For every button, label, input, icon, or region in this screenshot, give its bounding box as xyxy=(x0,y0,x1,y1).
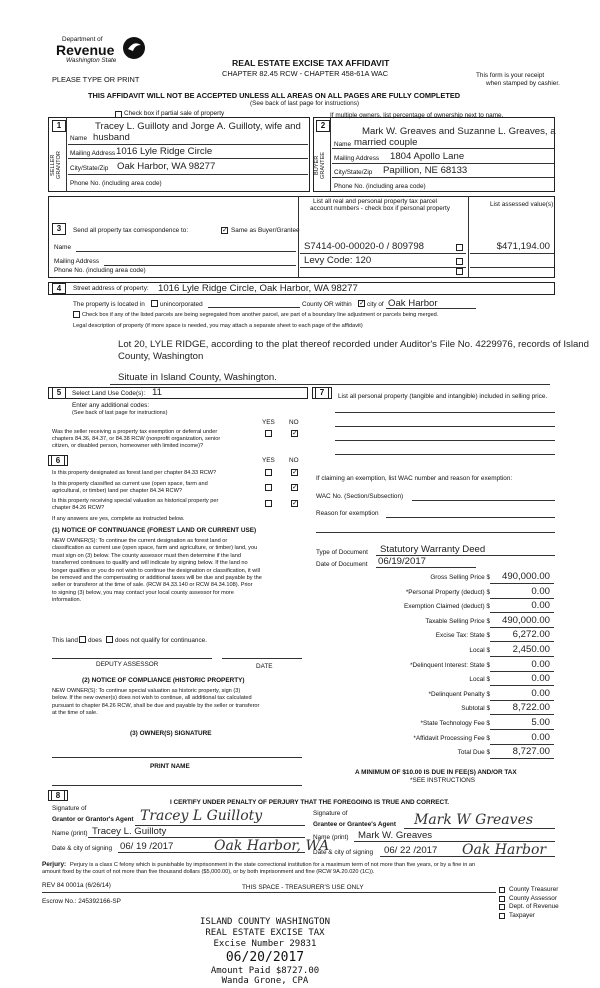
s5-q1-line2: chapters 84.36, 84.37, or 84.38 RCW (nonprofit organization, senior xyxy=(52,436,221,442)
s3-name-label: Name xyxy=(54,244,72,251)
dor-logo-icon xyxy=(122,36,146,60)
tax-row-value[interactable]: 490,000.00 xyxy=(501,571,550,582)
send-correspondence-label: Send all property tax correspondence to: xyxy=(73,227,189,234)
doc-type[interactable]: Statutory Warranty Deed xyxy=(380,544,486,555)
notice2-title: (2) NOTICE OF COMPLIANCE (HISTORIC PROPERTY) xyxy=(82,677,245,684)
section-3-number: 3 xyxy=(52,223,66,235)
s5-no: NO xyxy=(289,419,299,426)
s6-q1-yes-checkbox[interactable] xyxy=(265,469,272,476)
stamp-line: 06/20/2017 xyxy=(225,950,305,965)
notice1-line: to signing (3) below, you may contact your local county assessor for more xyxy=(52,589,234,596)
tax-row-value[interactable]: 0.00 xyxy=(531,673,550,685)
section-8-number: 8 xyxy=(51,790,65,801)
grantor-date-city-label: Date & city of signing xyxy=(52,845,113,852)
grantee-signature[interactable]: Mark W Greaves xyxy=(414,812,534,828)
located-label: The property is located in xyxy=(73,301,145,308)
s6-q2-no-checkbox[interactable]: ✓ xyxy=(292,484,298,491)
notice1-line: be removed and the compensating or additional taxes will be due and payable by the xyxy=(52,575,262,581)
distribution-checkbox[interactable] xyxy=(499,904,505,910)
street-address[interactable]: 1016 Lyle Ridge Circle, Oak Harbor, WA 98277 xyxy=(158,283,358,294)
notice1-line: seller or transferor at the time of sale. (RCW 84.33.140 or RCW 84.34.108). Prior xyxy=(52,582,253,589)
tax-row-value[interactable]: 0.00 xyxy=(531,600,550,612)
seller-phone-label: Phone No. (including area code) xyxy=(70,180,162,187)
parcel-header: List all real and personal property tax parcel xyxy=(313,198,437,205)
tax-row-value[interactable]: 8,727.00 xyxy=(512,746,550,758)
s5-q1-line1: Was the seller receiving a property tax exemption or deferral under xyxy=(52,429,218,435)
assessed-value[interactable]: $471,194.00 xyxy=(496,241,550,252)
buyer-name-line1[interactable]: Mark W. Greaves and Suzanne L. Greaves, a xyxy=(362,126,556,137)
s6-q1-no-checkbox[interactable]: ✓ xyxy=(292,469,298,476)
grantor-sig-of: Signature of xyxy=(52,805,87,812)
seller-side-label: SELLER GRANTOR xyxy=(50,151,62,179)
s6-yes: YES xyxy=(262,457,275,464)
seller-name-line1[interactable]: Tracey L. Guilloty and Jorge A. Guilloty, wife and xyxy=(95,121,301,132)
doc-type-label: Type of Document xyxy=(316,549,368,556)
legal-label: Legal description of property (if more space is needed, you may attach a separate sheet to each page of the affidavit) xyxy=(73,323,363,329)
grantor-city[interactable]: Oak Harbor, WA xyxy=(214,838,330,854)
grantee-name-print-label: Name (print) xyxy=(313,834,349,841)
tax-row-underline xyxy=(490,583,554,584)
grantee-sig-of: Signature of xyxy=(313,810,348,817)
doc-date[interactable]: 06/19/2017 xyxy=(378,556,427,567)
logo-state: Washington State xyxy=(66,57,117,64)
seller-mailing-label: Mailing Address xyxy=(70,150,116,157)
distribution-label: Dept. of Revenue xyxy=(509,903,559,911)
tax-row-label: Subtotal $ xyxy=(461,705,490,713)
notice2-line: pursuant to chapter 84.26 RCW, shall be due and payable by the seller or transferor xyxy=(52,702,260,709)
unincorporated-label: unincorporated xyxy=(160,301,203,308)
form-chapter: CHAPTER 82.45 RCW - CHAPTER 458-61A WAC xyxy=(222,69,389,78)
tax-row-underline xyxy=(490,758,554,759)
land-does-label: This land xyxy=(52,637,78,644)
parcel-personal-checkbox-1[interactable] xyxy=(456,244,463,251)
receipt-note: This form is your receipt xyxy=(476,72,545,79)
grantor-name[interactable]: Tracey L. Guilloty xyxy=(92,826,167,837)
tax-row-value[interactable]: 8,722.00 xyxy=(512,702,550,714)
perjury-line2: amount fixed by the court of not more than five thousand dollars ($5,000.00), or by both imprisonment and fine (RCW 9A.20.020 (1C)). xyxy=(42,869,375,875)
tax-row-label: *Personal Property (deduct) $ xyxy=(405,588,490,596)
distribution-label: County Assessor xyxy=(509,894,557,902)
dor-logo xyxy=(56,36,160,72)
treasurer-use: THIS SPACE - TREASURER'S USE ONLY xyxy=(242,884,364,891)
seller-mailing[interactable]: 1016 Lyle Ridge Circle xyxy=(116,146,213,157)
section-5-number: 5 xyxy=(52,387,66,399)
notice1-line: must sign on (3) below. The county assessor must then determine if the land xyxy=(52,552,241,559)
parcel-header-2: account numbers - check box if personal property xyxy=(310,205,450,212)
s3-phone-label: Phone No. (including area code) xyxy=(54,267,146,274)
notice1-line: NEW OWNER(S): To continue the current designation as forest land or xyxy=(52,538,228,544)
city-of-label: city of xyxy=(367,301,384,308)
partial-sale-label: Check box if partial sale of property xyxy=(124,110,225,117)
buyer-city[interactable]: Papillion, NE 68133 xyxy=(383,165,468,176)
seller-city-label: City/State/Zip xyxy=(70,165,109,172)
same-as-buyer-checkbox[interactable]: ✓ xyxy=(222,227,228,234)
tax-row-value[interactable]: 6,272.00 xyxy=(512,629,550,641)
distribution-label: County Treasurer xyxy=(509,886,559,893)
minimum-due-note: A MINIMUM OF $10.00 IS DUE IN FEE(S) AND/OR TAX xyxy=(355,769,517,776)
buyer-mailing-label: Mailing Address xyxy=(334,155,380,162)
s6-no: NO xyxy=(289,457,299,464)
date-label: DATE xyxy=(256,663,273,670)
stamp-line: Amount Paid $8727.00 xyxy=(210,966,320,976)
land-use-label: Select Land Use Code(s): xyxy=(72,390,146,397)
distribution-label: Taxpayer xyxy=(509,911,535,919)
tax-row-label: Gross Selling Price $ xyxy=(430,574,490,581)
s6-q3-yes-checkbox[interactable] xyxy=(265,500,272,507)
buyer-name-line2[interactable]: married couple xyxy=(354,137,418,148)
tax-row-underline xyxy=(490,714,554,715)
seller-city[interactable]: Oak Harbor, WA 98277 xyxy=(117,161,216,172)
additional-codes-label: Enter any additional codes: xyxy=(72,402,150,409)
tax-row-value[interactable]: 0.00 xyxy=(531,585,550,597)
print-name-label: PRINT NAME xyxy=(150,763,190,770)
s6-q2-line2: agricultural, or timber) land per chapter 84.34 RCW? xyxy=(52,488,182,494)
parcel-personal-checkbox-3[interactable] xyxy=(456,268,463,275)
stamp-line: Excise Number 29831 xyxy=(213,939,317,949)
escrow-number: Escrow No.: 245392166-SP xyxy=(42,898,121,905)
stamp-line: Wanda Grone, CPA xyxy=(221,976,309,986)
land-use-code[interactable]: 11 xyxy=(152,387,162,398)
s6-q3-line1: Is this property receiving special valuation as historical property per xyxy=(52,498,219,504)
legal-line-3[interactable]: Situate in Island County, Washington. xyxy=(118,372,277,383)
legal-line-2[interactable]: County, Washington xyxy=(118,351,204,362)
stamp-line: REAL ESTATE EXCISE TAX xyxy=(205,928,325,938)
tax-row-underline xyxy=(490,598,554,599)
seller-name-label: Name xyxy=(70,135,88,142)
tax-row-value[interactable]: 0.00 xyxy=(531,658,550,670)
tax-row-value[interactable]: 5.00 xyxy=(531,717,550,728)
answers-note: If any answers are yes, complete as instructed below. xyxy=(52,516,185,522)
notice2-line: below. If the new owner(s) does not wish to continue, all additional tax calculated xyxy=(52,695,252,702)
grantee-date-city-label: Date & city of signing xyxy=(313,849,374,856)
wac-label: WAC No. (Section/Subsection) xyxy=(316,493,404,500)
see-back-note: (See back of last page for instructions) xyxy=(250,100,360,107)
notice1-line: transferred continues to qualify and will indicate by signing below. If the land no xyxy=(52,560,248,567)
parcel-personal-checkbox-2[interactable] xyxy=(456,258,463,265)
section-2-number: 2 xyxy=(316,120,330,132)
logo-revenue: Revenue xyxy=(56,42,115,58)
street-label: Street address of property: xyxy=(73,285,149,292)
does-not-checkbox[interactable] xyxy=(106,636,113,643)
legal-line-1[interactable]: Lot 20, LYLE RIDGE, according to the plat thereof recorded under Auditor's File No. 4229976, records of Island xyxy=(118,339,589,350)
unincorporated-checkbox[interactable] xyxy=(151,300,158,307)
s5-yes: YES xyxy=(262,419,275,426)
tax-row-label: Local $ xyxy=(469,647,490,654)
notice2-line: NEW OWNER(S): To continue special valuation as historic property, sign (3) xyxy=(52,688,241,694)
notice1-line: classification as current use (open space, farm and agriculture, or timber) land, you xyxy=(52,545,258,552)
segregated-checkbox[interactable] xyxy=(73,311,80,318)
tax-row-underline xyxy=(490,744,554,745)
grantee-agent-label: Grantee or Grantee's Agent xyxy=(313,821,396,828)
certify-statement: I CERTIFY UNDER PENALTY OF PERJURY THAT THE FOREGOING IS TRUE AND CORRECT. xyxy=(170,799,450,806)
city-of-checkbox[interactable]: ✓ xyxy=(359,300,365,307)
same-as-buyer-label: Same as Buyer/Grantee xyxy=(231,227,300,234)
tax-row-underline xyxy=(490,700,554,701)
tax-row-label: *State Technology Fee $ xyxy=(420,720,490,727)
reason-label: Reason for exemption xyxy=(316,510,379,517)
tax-row-underline xyxy=(490,627,554,628)
doc-date-label: Date of Document xyxy=(316,561,368,568)
s6-q2-line1: Is this property classified as current use (open space, farm and xyxy=(52,481,208,487)
county-or-label: County OR within xyxy=(302,301,352,308)
personal-property-label: List all personal property (tangible and intangible) included in selling price. xyxy=(338,393,548,400)
assessed-header: List assessed value(s) xyxy=(490,201,554,208)
seller-name-line2[interactable]: husband xyxy=(93,132,130,143)
grantor-date[interactable]: 06/ 19 /2017 xyxy=(120,841,174,852)
buyer-city-label: City/State/Zip xyxy=(334,169,373,176)
tax-row-label: Taxable Selling Price $ xyxy=(425,617,490,625)
owner-signature-label: (3) OWNER(S) SIGNATURE xyxy=(130,730,212,737)
grantor-signature[interactable]: Tracey L Guilloty xyxy=(140,808,263,824)
perjury-label: Perjury: xyxy=(42,861,67,868)
tax-row-label: *Delinquent Interest: State $ xyxy=(410,661,490,669)
tax-row-label: Local $ xyxy=(469,676,490,684)
distribution-checkbox[interactable] xyxy=(499,913,505,919)
tax-row-underline xyxy=(490,729,554,730)
tax-row-underline xyxy=(490,685,554,686)
tax-row-value[interactable]: 490,000.00 xyxy=(501,614,550,626)
warning-banner: THIS AFFIDAVIT WILL NOT BE ACCEPTED UNLESS ALL AREAS ON ALL PAGES ARE FULLY COMPLETED xyxy=(88,91,461,100)
levy-code[interactable]: Levy Code: 120 xyxy=(304,255,372,266)
buyer-name-label: Name xyxy=(334,141,352,148)
tax-row-label: Excise Tax: State $ xyxy=(435,632,490,640)
distribution-checkbox[interactable] xyxy=(499,896,505,902)
multiple-owners-note: If multiple owners, list percentage of ownership next to name. xyxy=(330,112,504,119)
receipt-note-2: when stamped by cashier. xyxy=(486,80,560,87)
section-6-number: 6 xyxy=(51,455,65,466)
tax-row-label: *Affidavit Processing Fee $ xyxy=(413,734,490,742)
buyer-mailing[interactable]: 1804 Apollo Lane xyxy=(390,151,465,162)
does-not-label: does not qualify for continuance. xyxy=(115,637,208,644)
does-checkbox[interactable] xyxy=(79,636,86,643)
does-label: does xyxy=(88,637,102,644)
tax-row-underline xyxy=(490,656,554,657)
segregated-label: Check box if any of the listed parcels are being segregated from another parcel, are part of a boundary line adjustment or parcels being merged. xyxy=(82,312,439,318)
section-7-number: 7 xyxy=(315,387,329,399)
logo-dept-line: Department of xyxy=(62,36,103,43)
buyer-phone-label: Phone No. (including area code) xyxy=(334,183,426,190)
tax-row-value[interactable]: 2,450.00 xyxy=(512,644,550,655)
tax-row-label: Total Due $ xyxy=(457,749,490,757)
s5-see-back: (See back of last page for instructions) xyxy=(72,410,168,416)
distribution-checkbox[interactable] xyxy=(499,887,505,893)
section-4-number: 4 xyxy=(52,283,66,294)
parcel-number[interactable]: S7414-00-00020-0 / 809798 xyxy=(304,241,425,252)
notice1-title: (1) NOTICE OF CONTINUANCE (FOREST LAND OR CURRENT USE) xyxy=(52,527,257,534)
grantor-name-print-label: Name (print) xyxy=(52,830,88,837)
tax-row-underline xyxy=(490,612,554,613)
grantee-city[interactable]: Oak Harbor xyxy=(462,842,547,858)
s3-mailing-label: Mailing Address xyxy=(54,258,100,265)
s6-q3-line2: chapter 84.26 RCW? xyxy=(52,505,105,511)
notice2-line: at the time of sale. xyxy=(52,710,98,717)
s5-q1-no-checkbox[interactable]: ✓ xyxy=(292,430,298,437)
s5-q1-yes-checkbox[interactable] xyxy=(265,430,272,437)
s6-q2-yes-checkbox[interactable] xyxy=(265,484,272,491)
s5-q1-line3: citizen, or disabled person, homeowner with limited income)? xyxy=(52,443,204,449)
grantee-name[interactable]: Mark W. Greaves xyxy=(358,830,433,841)
please-type: PLEASE TYPE OR PRINT xyxy=(52,75,140,84)
perjury-line1: Perjury is a class C felony which is punishable by imprisonment in the state correctional institution for a maximum term of not more than five years, or by a fine in an xyxy=(70,862,476,868)
exemption-label: If claiming an exemption, list WAC number and reason for exemption: xyxy=(316,475,513,482)
tax-row-label: Exemption Claimed (deduct) $ xyxy=(404,603,490,611)
tax-row-underline xyxy=(490,641,554,642)
notice1-line: information. xyxy=(52,597,82,604)
tax-row-value[interactable]: 0.00 xyxy=(531,687,550,699)
buyer-side-label: BUYER GRANTEE xyxy=(314,151,326,179)
grantee-date[interactable]: 06/ 22 /2017 xyxy=(384,845,438,856)
tax-row-underline xyxy=(490,671,554,672)
form-title: REAL ESTATE EXCISE TAX AFFIDAVIT xyxy=(232,58,390,68)
stamp-line: ISLAND COUNTY WASHINGTON xyxy=(199,917,331,927)
tax-row-label: *Delinquent Penalty $ xyxy=(428,690,490,698)
city-value[interactable]: Oak Harbor xyxy=(388,298,438,309)
deputy-assessor-label: DEPUTY ASSESSOR xyxy=(96,661,159,668)
s6-q1: Is this property designated as forest land per chapter 84.33 RCW? xyxy=(52,470,217,476)
notice1-line: longer qualifies or you do not wish to continue the designation or classification, it will xyxy=(52,567,261,574)
see-instructions-note: *SEE INSTRUCTIONS xyxy=(410,777,475,784)
s6-q3-no-checkbox[interactable]: ✓ xyxy=(292,500,298,507)
grantor-agent-label: Grantor or Grantor's Agent xyxy=(52,816,134,823)
tax-row-value[interactable]: 0.00 xyxy=(531,731,550,743)
rev-number: REV 84 0001a (6/26/14) xyxy=(42,882,111,889)
section-1-number: 1 xyxy=(52,120,66,132)
